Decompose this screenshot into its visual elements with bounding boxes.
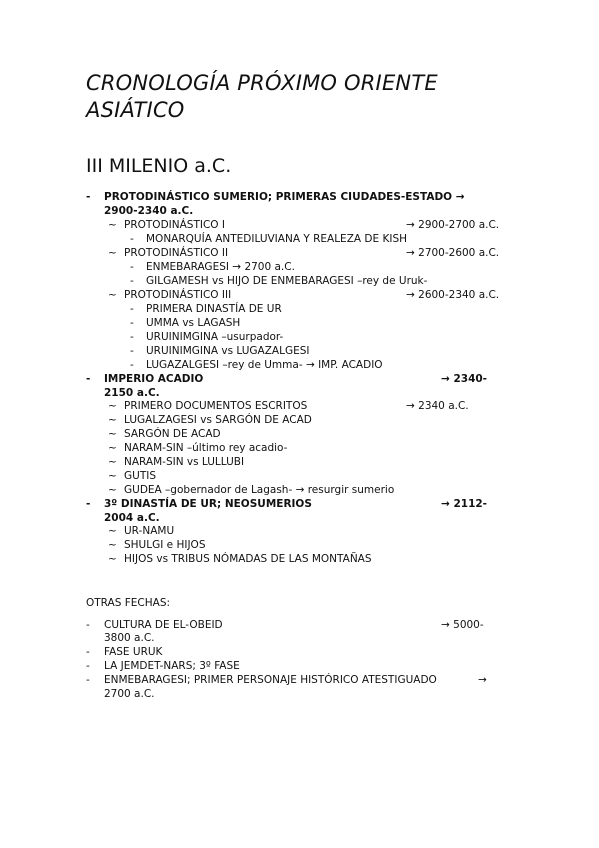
other-dates-title: OTRAS FECHAS: [86, 597, 171, 609]
section-3-date: → 2112- [441, 498, 488, 510]
bullet-tilde: ~ [108, 470, 117, 482]
other-item: LA JEMDET-NARS; 3º FASE [104, 660, 240, 672]
list-item: SHULGI e HIJOS [124, 539, 206, 551]
bullet-dash: - [86, 646, 90, 658]
bullet-tilde: ~ [108, 539, 117, 551]
sub-item: GILGAMESH vs HIJO DE ENMEBARAGESI –rey de Uruk- [146, 275, 428, 287]
sub-item: URUINIMGINA vs LUGAZALGESI [146, 345, 310, 357]
bullet-tilde: ~ [108, 525, 117, 537]
bullet-dash: - [130, 233, 134, 245]
item-date: → 2600-2340 a.C. [406, 289, 500, 301]
bullet-dash: - [86, 674, 90, 686]
list-item: GUDEA –gobernador de Lagash- → resurgir sumerio [124, 484, 395, 496]
list-item: PROTODINÁSTICO I [124, 219, 225, 231]
list-item: PRIMERO DOCUMENTOS ESCRITOS [124, 400, 308, 412]
list-item: NARAM-SIN –último rey acadio- [124, 442, 288, 454]
bullet-tilde: ~ [108, 553, 117, 565]
sub-item: UMMA vs LAGASH [146, 317, 241, 329]
other-item-date: → 5000- [441, 619, 484, 631]
page-title: CRONOLOGÍA PRÓXIMO ORIENTE ASIÁTICO [86, 71, 438, 122]
sub-item: PRIMERA DINASTÍA DE UR [146, 303, 282, 315]
other-item: ENMEBARAGESI; PRIMER PERSONAJE HISTÓRICO ATESTIGUADO [104, 674, 437, 686]
section-1-date: 2900-2340 a.C. [104, 205, 194, 217]
other-item-date-cont: 3800 a.C. [104, 632, 155, 644]
bullet-tilde: ~ [108, 400, 117, 412]
section-2-date-cont: 2150 a.C. [104, 387, 160, 399]
list-item: NARAM-SIN vs LULLUBI [124, 456, 245, 468]
list-item: UR-NAMU [124, 525, 175, 537]
list-item: PROTODINÁSTICO III [124, 289, 232, 301]
sub-item: MONARQUÍA ANTEDILUVIANA Y REALEZA DE KISH [146, 233, 408, 245]
bullet-dash: - [130, 303, 134, 315]
item-date: → 2340 a.C. [406, 400, 469, 412]
sub-item: URUINIMGINA –usurpador- [146, 331, 284, 343]
bullet-dash: - [86, 498, 91, 510]
list-item: SARGÓN DE ACAD [124, 428, 221, 440]
bullet-dash: - [130, 317, 134, 329]
list-item: GUTIS [124, 470, 156, 482]
bullet-dash: - [86, 373, 91, 385]
section-3-label: 3º DINASTÍA DE UR; NEOSUMERIOS [104, 498, 312, 510]
other-item: FASE URUK [104, 646, 163, 658]
bullet-tilde: ~ [108, 247, 117, 259]
other-item-date: → [478, 674, 487, 686]
bullet-dash: - [130, 261, 134, 273]
list-item: HIJOS vs TRIBUS NÓMADAS DE LAS MONTAÑAS [124, 553, 372, 565]
bullet-tilde: ~ [108, 289, 117, 301]
bullet-tilde: ~ [108, 414, 117, 426]
bullet-dash: - [86, 660, 90, 672]
bullet-tilde: ~ [108, 428, 117, 440]
other-item-date-cont: 2700 a.C. [104, 688, 155, 700]
section-heading: III MILENIO a.C. [86, 155, 232, 177]
item-date: → 2700-2600 a.C. [406, 247, 500, 259]
bullet-dash: - [86, 191, 91, 203]
section-2-date: → 2340- [441, 373, 488, 385]
bullet-dash: - [130, 275, 134, 287]
bullet-dash: - [130, 331, 134, 343]
bullet-dash: - [130, 359, 134, 371]
bullet-tilde: ~ [108, 456, 117, 468]
section-2-label: IMPERIO ACADIO [104, 373, 204, 385]
sub-item: ENMEBARAGESI → 2700 a.C. [146, 261, 295, 273]
section-1-label: PROTODINÁSTICO SUMERIO; PRIMERAS CIUDADES-ESTADO → [104, 191, 465, 203]
bullet-dash: - [86, 619, 90, 631]
list-item: LUGALZAGESI vs SARGÓN DE ACAD [124, 414, 312, 426]
bullet-tilde: ~ [108, 442, 117, 454]
bullet-dash: - [130, 345, 134, 357]
item-date: → 2900-2700 a.C. [406, 219, 500, 231]
section-3-date-cont: 2004 a.C. [104, 512, 160, 524]
bullet-tilde: ~ [108, 484, 117, 496]
other-item: CULTURA DE EL-OBEID [104, 619, 223, 631]
bullet-tilde: ~ [108, 219, 117, 231]
list-item: PROTODINÁSTICO II [124, 247, 229, 259]
sub-item: LUGAZALGESI –rey de Umma- → IMP. ACADIO [146, 359, 383, 371]
